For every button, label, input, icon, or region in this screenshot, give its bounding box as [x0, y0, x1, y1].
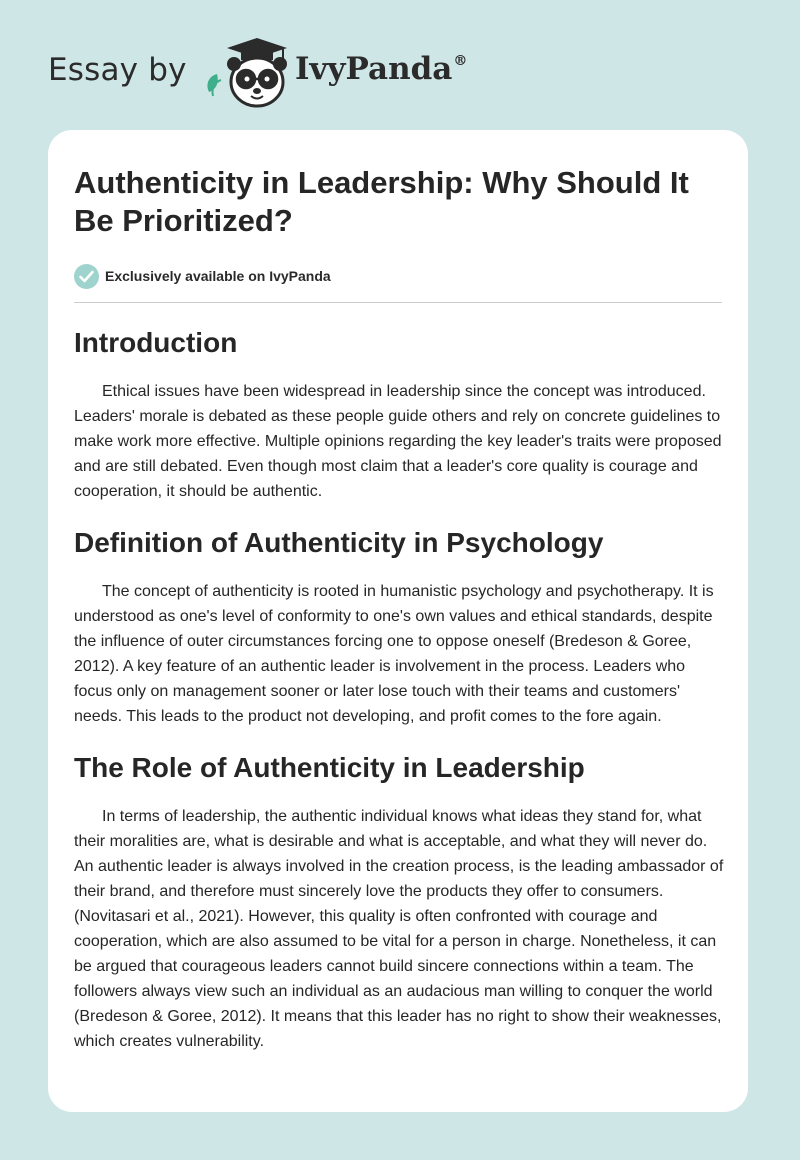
badge-text: Exclusively available on IvyPanda	[105, 268, 331, 284]
essay-title: Authenticity in Leadership: Why Should It Be Prioritized?	[74, 165, 689, 238]
brand-prefix: Essay by	[48, 52, 187, 88]
section-paragraph: The concept of authenticity is rooted in humanistic psychology and psychotherapy. It is understood as one's level of conformity to one's own values and ethical standards, despite the influence of outer circumstances forcing one to oppose oneself (Bredeson & Goree, 2012). A key feature of an authentic leader is involvement in the process. Leaders who focus only on management sooner or later lose touch with their teams and customers' needs. This leads to the product not developing, and profit comes to the fore again.	[74, 583, 714, 725]
section-heading: Definition of Authenticity in Psychology	[74, 527, 604, 558]
registered-mark: ®	[453, 53, 468, 69]
section-paragraph: Ethical issues have been widespread in leadership since the concept was introduced. Leaders' morale is debated as these people guide others and rely on concrete guidelines to make work more effective. Multiple opinions regarding the key leader's traits were proposed and are still debated. Even though most claim that a leader's core quality is courage and cooperation, it should be authentic.	[74, 383, 722, 500]
section-heading: The Role of Authenticity in Leadership	[74, 752, 585, 783]
section-role	[74, 751, 724, 1054]
essay-card	[48, 130, 748, 1112]
check-circle-icon	[74, 264, 99, 289]
panda-logo-icon[interactable]	[203, 34, 293, 110]
exclusive-badge	[74, 263, 331, 289]
brand-name[interactable]: IvyPanda®	[295, 51, 468, 87]
section-introduction	[74, 326, 724, 504]
title-divider	[74, 302, 722, 303]
section-definition	[74, 526, 724, 729]
section-paragraph: In terms of leadership, the authentic individual knows what ideas they stand for, what their moralities are, what is desirable and what is acceptable, and what they will never do. An authentic leader is always involved in the creation process, is the leading ambassador of their brand, and therefore must sincerely love the products they offer to consumers. (Novitasari et al., 2021). However, this quality is often confronted with courage and cooperation, which are also assumed to be vital for a person in charge. Nonetheless, it can be argued that courageous leaders cannot build sincere connections within a team. The followers always view such an individual as an audacious man willing to conquer the world (Bredeson & Goree, 2012). It means that this leader has no right to show their weaknesses, which creates vulnerability.	[74, 808, 724, 1050]
essay-body	[74, 326, 724, 1076]
site-header	[48, 34, 508, 110]
section-heading: Introduction	[74, 327, 238, 358]
